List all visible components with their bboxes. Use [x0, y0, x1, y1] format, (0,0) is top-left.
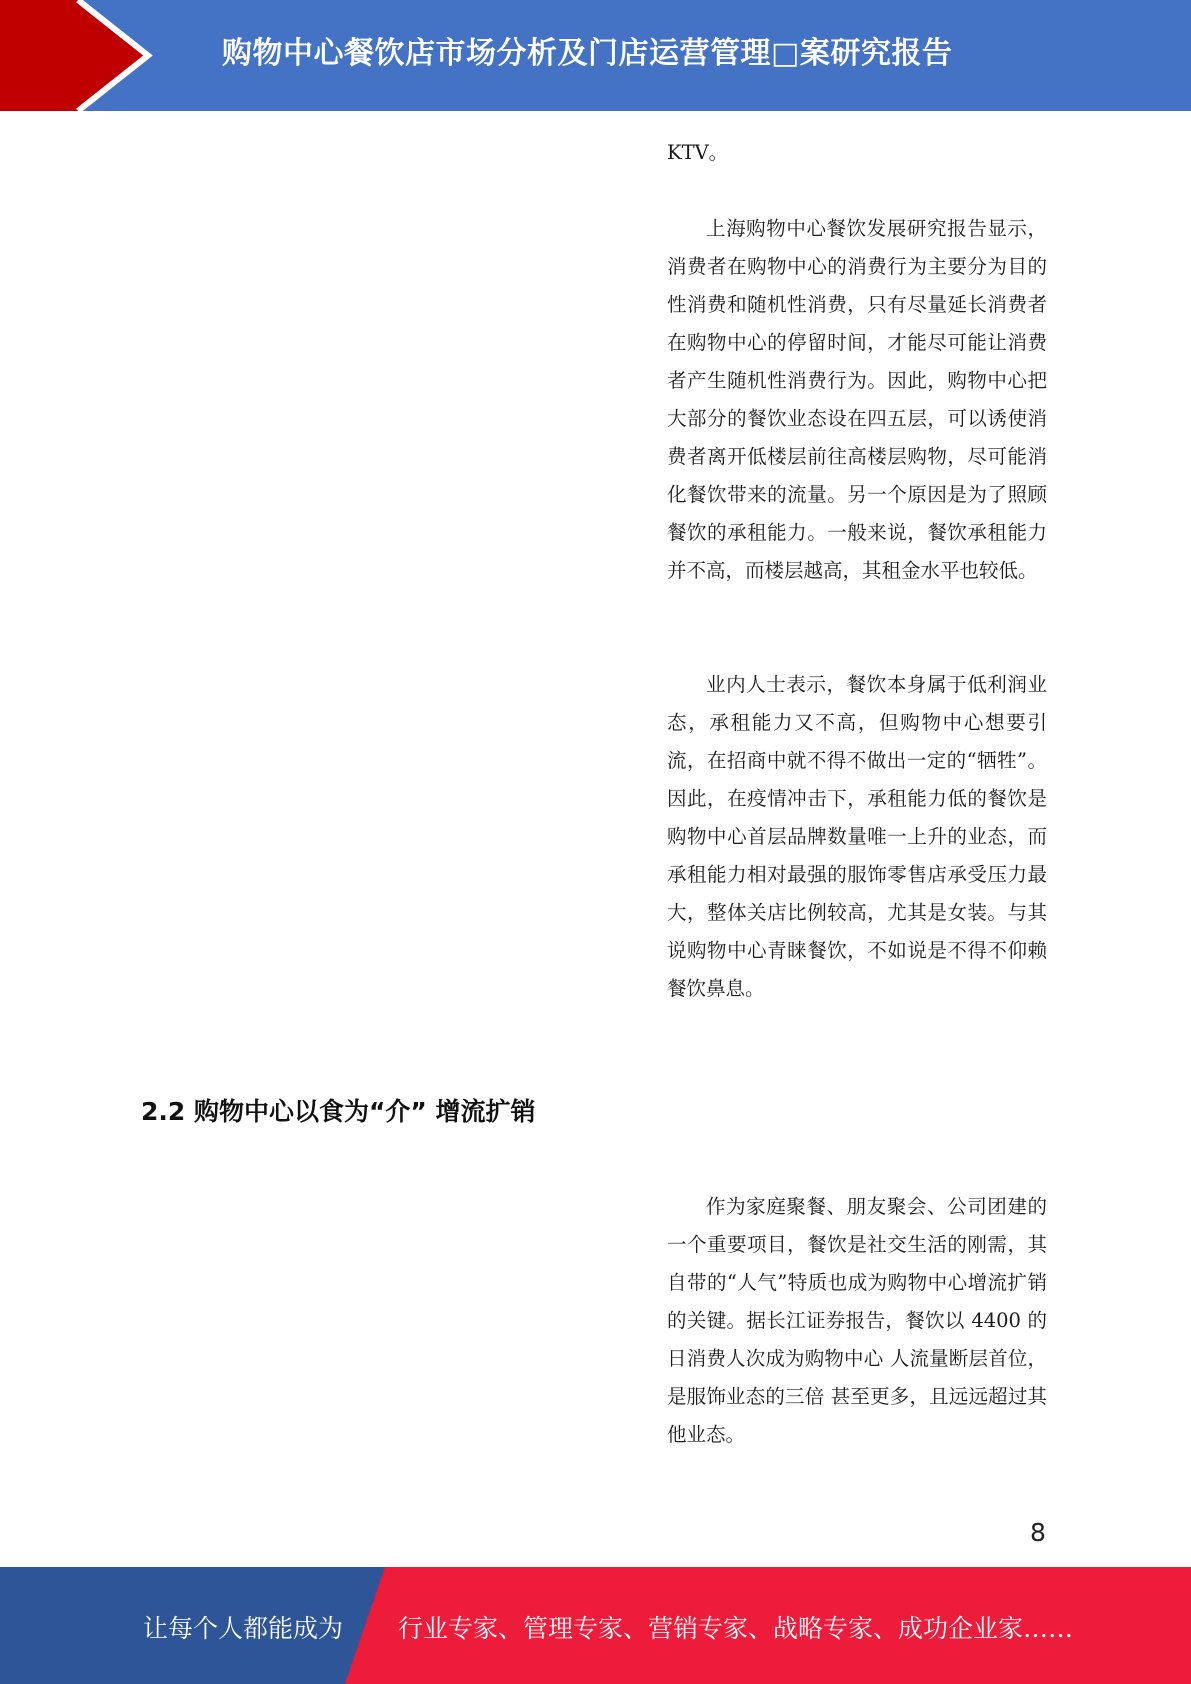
paragraph-ktv: KTV。 — [667, 141, 729, 164]
paragraph-industry-view: 业内人士表示，餐饮本身属于低利润业态，承租能力又不高，但购物中心想要引流，在招商中就不得不做出一定的“牺牲”。因此，在疫情冲击下，承租能力低的餐饮是购物中心首层品牌数量唯一上升的业态，而承租能力相对最强的服饰零售店承受压力最大，整体关店比例较高，尤其是女装。与其说购物中心青睐餐饮，不如说是不得不仰赖餐饮鼻息。 — [667, 673, 1047, 1000]
page-number: 8 — [1030, 1518, 1046, 1547]
header-arrow-icon — [0, 0, 160, 111]
paragraph-floor-layout: 上海购物中心餐饮发展研究报告显示，消费者在购物中心的消费行为主要分为目的性消费和随机性消费，只有尽量延长消费者在购物中心的停留时间，才能尽可能让消费者产生随机性消费行为。因此，购物中心把大部分的餐饮业态设在四五层，可以诱使消费者离开低楼层前往高楼层购物，尽可能消化餐饮带来的流量。另一个原因是为了照顾餐饮的承租能力。一般来说，餐饮承租能力并不高，而楼层越高，其租金水平也较低。 — [667, 217, 1047, 582]
footer-slogan-right: 行业专家、管理专家、营销专家、战略专家、成功企业家…… — [398, 1614, 1074, 1643]
footer-banner — [0, 1567, 1191, 1684]
section-heading: 2.2 购物中心以食为“介” 增流扩销 — [141, 1097, 536, 1126]
footer-slogan-left: 让每个人都能成为 — [143, 1614, 344, 1643]
paragraph-traffic: 作为家庭聚餐、朋友聚会、公司团建的一个重要项目，餐饮是社交生活的刚需，其自带的“人气”特质也成为购物中心增流扩销的关键。据长江证券报告，餐饮以 4400 的日消费人次成为购物中心 人流量断层首位，是服饰业态的三倍 甚至更多，且远远超过其他业态。 — [667, 1195, 1047, 1446]
header-title: 购物中心餐饮店市场分析及门店运营管理□案研究报告 — [222, 36, 953, 71]
header-banner — [0, 0, 1191, 111]
